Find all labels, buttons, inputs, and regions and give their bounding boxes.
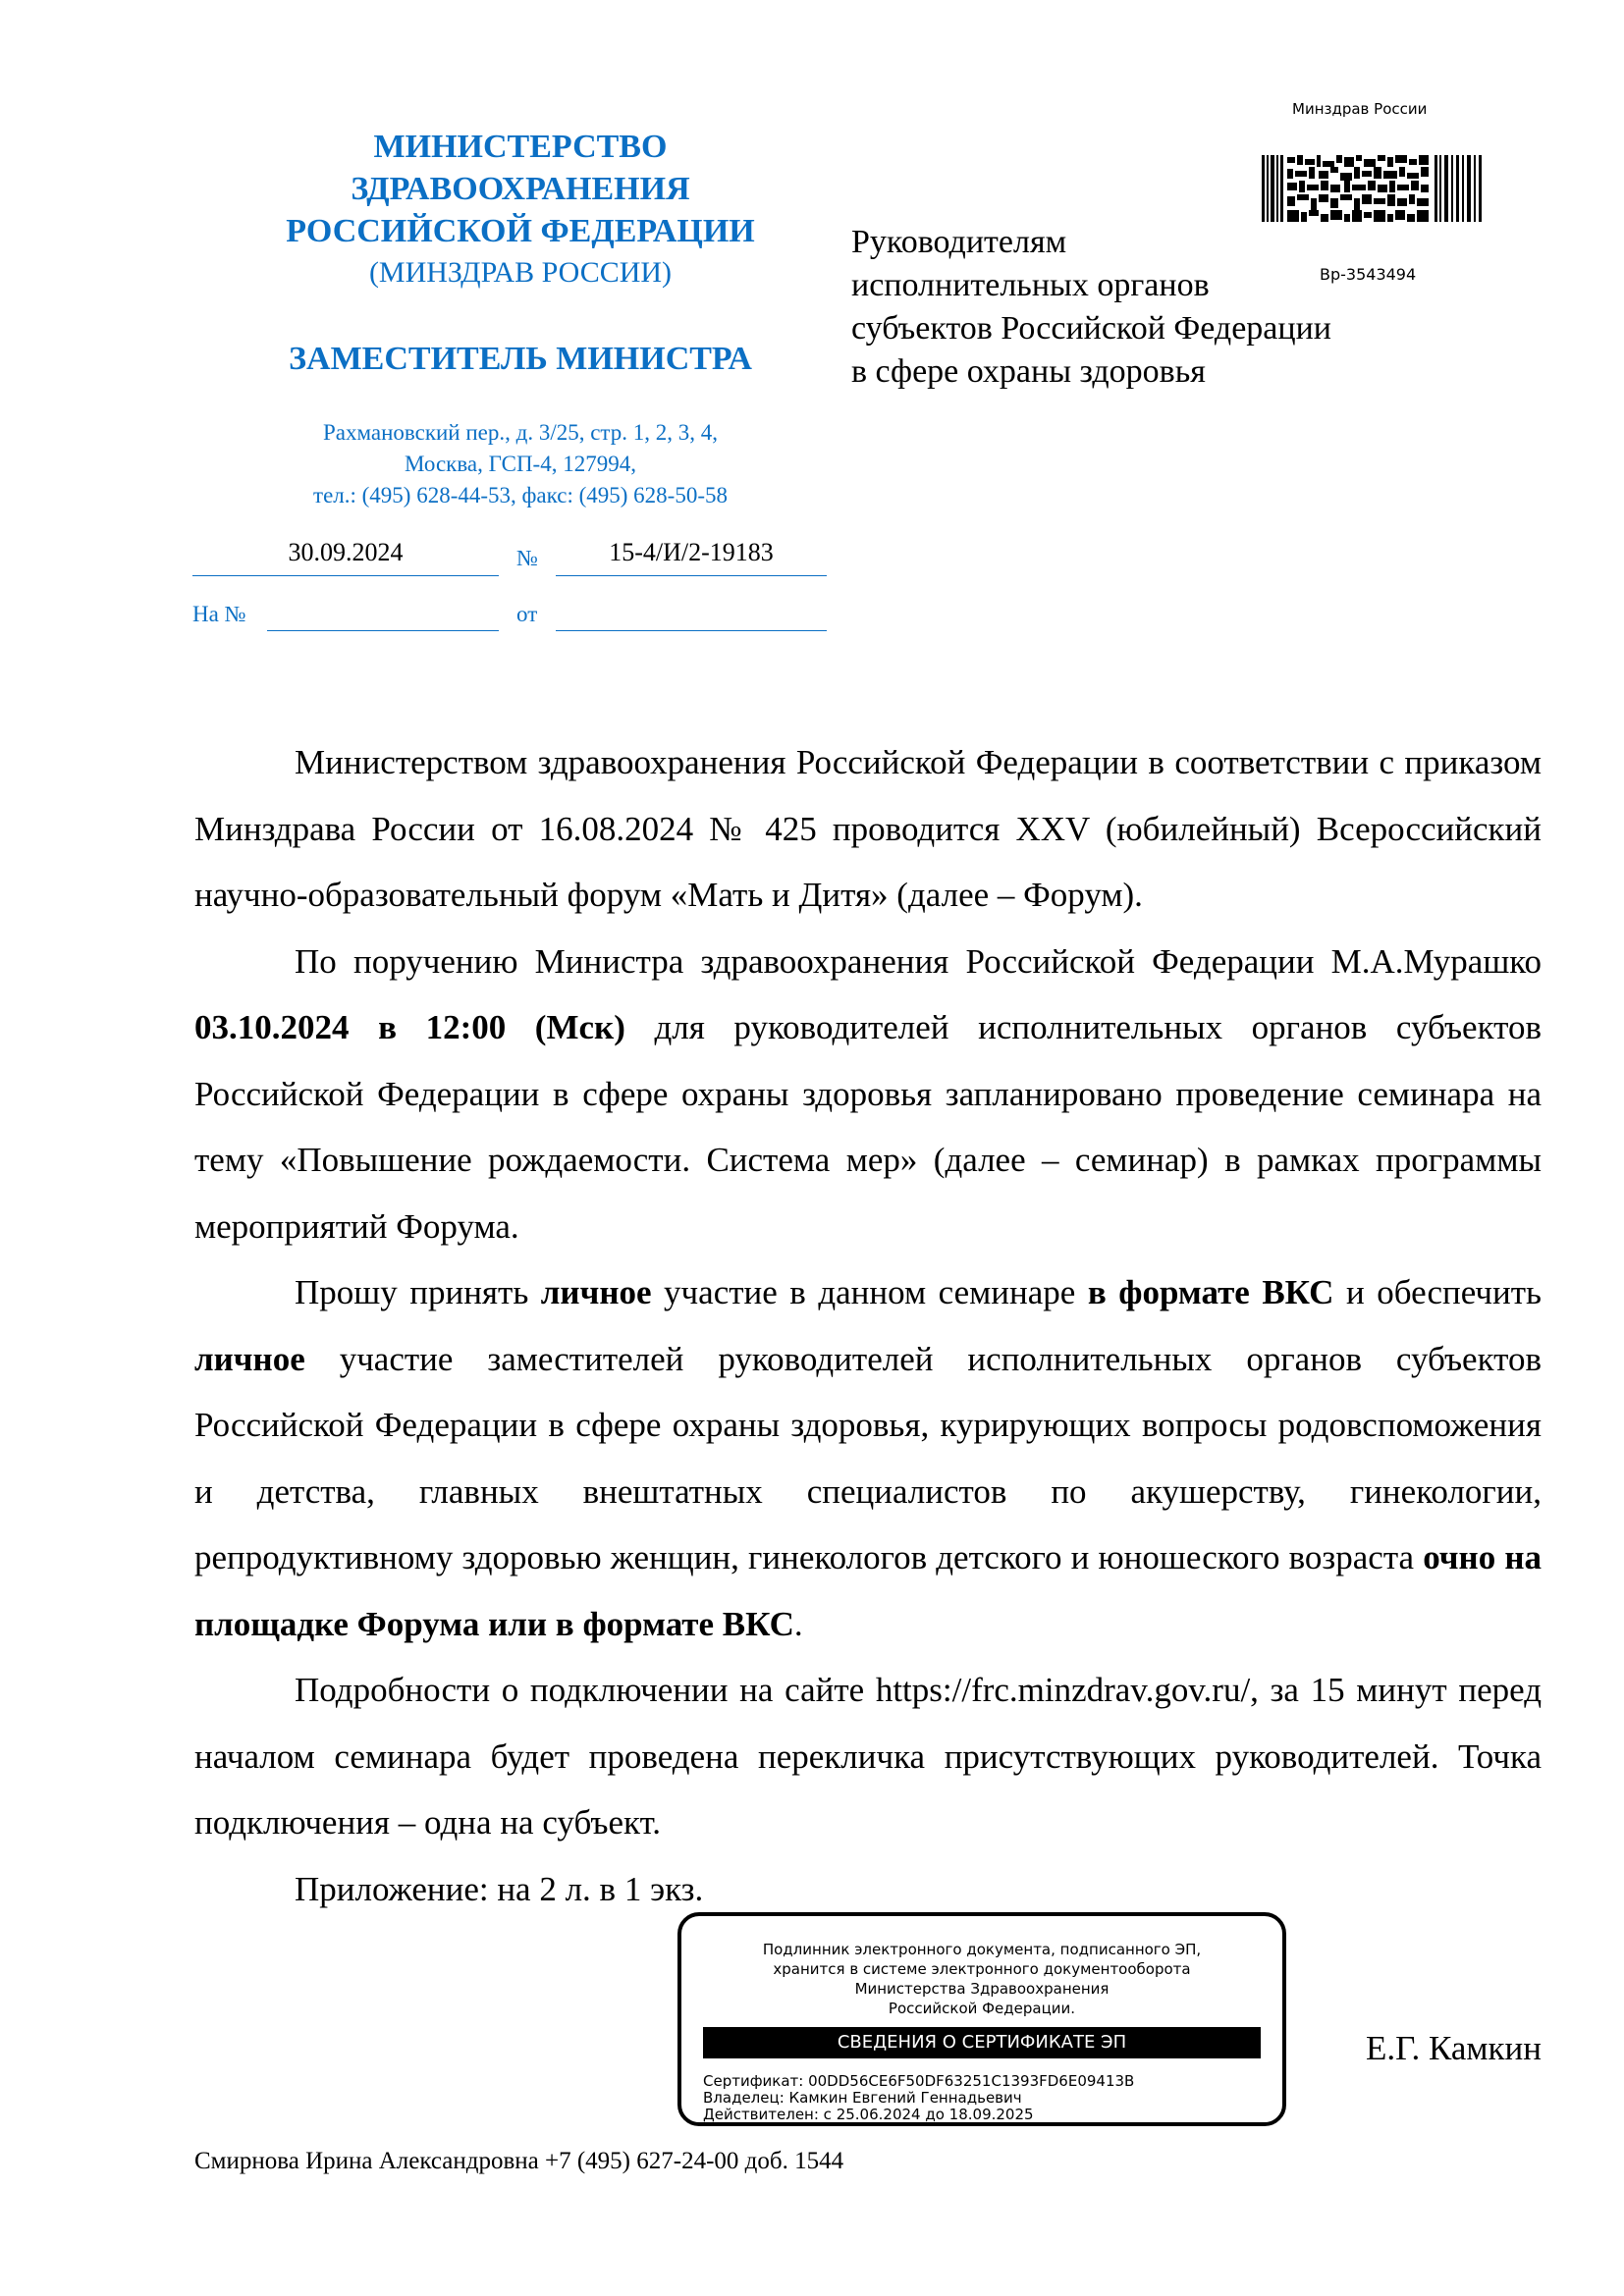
barcode [1262, 155, 1482, 222]
document-number: 15-4/И/2-19183 [609, 538, 774, 566]
paragraph-2-text-a: По поручению Министра здравоохранения Российской Федерации М.А.Мурашко [295, 941, 1542, 981]
recipient-line-2: исполнительных органов [851, 267, 1210, 303]
barcode-number: Вр-3543494 [1320, 265, 1417, 284]
paragraph-3-text-e: . [793, 1604, 803, 1643]
attachment-note: Приложение: на 2 л. в 1 экз. [295, 1869, 704, 1908]
letter-body [194, 729, 1542, 1922]
stamp-certificate-id: Сертификат: 00DD56CE6F50DF63251C1393FD6E09413B [703, 2072, 1135, 2090]
stamp-notice-line-4: Российской Федерации. [888, 2000, 1076, 2017]
reply-date-field [556, 599, 827, 631]
seminar-datetime: 03.10.2024 в 12:00 (Мск) [194, 1008, 625, 1046]
from-label: от [516, 602, 538, 626]
number-label: № [516, 546, 538, 570]
stamp-certificate-details [703, 2073, 1134, 2123]
paragraph-2 [194, 929, 1542, 1260]
stamp-notice-line-2: хранится в системе электронного документооборота [773, 1960, 1191, 1978]
org-name-line-3: РОССИЙСКОЙ ФЕДЕРАЦИИ [286, 213, 755, 249]
stamp-notice-line-3: Министерства Здравоохранения [854, 1980, 1110, 1998]
stamp-certificate-header: СВЕДЕНИЯ О СЕРТИФИКАТЕ ЭП [703, 2027, 1261, 2058]
paragraph-3-bold-2: в формате ВКС [1087, 1273, 1334, 1311]
org-name-line-2: ЗДРАВООХРАНЕНИЯ [351, 171, 690, 207]
reply-number-field [267, 599, 499, 631]
stamp-certificate-owner: Владелец: Камкин Евгений Геннадьевич [703, 2089, 1022, 2107]
address-line-3: тел.: (495) 628-44-53, факс: (495) 628-50-58 [313, 483, 728, 507]
paragraph-1: Министерством здравоохранения Российской Федерации в соответствии с приказом Минздрава России от 16.08.2024 № 425 проводится XXV (юбилейный) Всероссийский научно-образовательный форум «Мать и Дитя» (далее – Форум). [194, 743, 1543, 914]
reply-to-label: На № [192, 602, 246, 626]
org-short-name: (МИНЗДРАВ РОССИИ) [368, 256, 673, 289]
stamp-certificate-validity: Действителен: с 25.06.2024 до 18.09.2025 [703, 2106, 1034, 2123]
org-name-line-1: МИНИСТЕРСТВО [373, 129, 668, 165]
paragraph-3-bold-1: личное [540, 1273, 652, 1311]
paragraph-2-text-b: для руководителей исполнительных органов субъектов Российской Федерации в сфере охраны здоровья запланировано проведение семинара на тему «Повышение рождаемости. Система мер» (далее – семинар) в рамках программы мероприятий Форума. [194, 1008, 1542, 1246]
paragraph-4: Подробности о подключении на сайте https://frc.minzdrav.gov.ru/, за 15 минут перед началом семинара будет проведена перекличка присутствующих руководителей. Точка подключения – одна на субъект. [194, 1671, 1542, 1842]
recipient-line-4: в сфере охраны здоровья [851, 353, 1206, 390]
paragraph-3-text-c: и обеспечить [1333, 1273, 1542, 1311]
executor-contact: Смирнова Ирина Александровна +7 (495) 627-24-00 доб. 1544 [194, 2148, 844, 2174]
address-line-1: Рахмановский пер., д. 3/25, стр. 1, 2, 3, 4, [322, 420, 719, 445]
stamp-notice [701, 1940, 1263, 2018]
document-date: 30.09.2024 [288, 538, 404, 566]
paragraph-3-text-a: Прошу принять [295, 1273, 541, 1311]
electronic-signature-stamp [677, 1912, 1286, 2126]
recipient-line-3: субъектов Российской Федерации [851, 310, 1331, 347]
number-field [556, 538, 827, 576]
signer-name: Е.Г. Камкин [1366, 2029, 1542, 2067]
paragraph-3-text-b: участие в данном семинаре [651, 1273, 1088, 1311]
org-address [187, 417, 854, 511]
paragraph-3-text-d: участие заместителей руководителей исполнительных органов субъектов Российской Федерации в сфере охраны здоровья, курирующих вопросы родовспоможения и детства, главных внештатных специалистов по акушерству, гинекологии, репродуктивному здоровью женщин, гинекологов детского и юношеского возраста [194, 1339, 1542, 1576]
paragraph-3-bold-3: личное [194, 1339, 305, 1378]
address-line-2: Москва, ГСП-4, 127994, [405, 452, 636, 476]
barcode-title: Минздрав России [1292, 100, 1428, 118]
recipient-line-1: Руководителям [851, 224, 1067, 260]
paragraph-3-bold-4: очно на площадке Форума или в формате ВКС [194, 1538, 1542, 1643]
sender-position: ЗАМЕСТИТЕЛЬ МИНИСТРА [289, 341, 752, 377]
stamp-notice-line-1: Подлинник электронного документа, подписанного ЭП, [762, 1941, 1202, 1958]
date-field [192, 538, 499, 576]
recipient-block [851, 221, 1558, 394]
paragraph-3 [194, 1259, 1542, 1657]
letterhead [187, 126, 854, 511]
